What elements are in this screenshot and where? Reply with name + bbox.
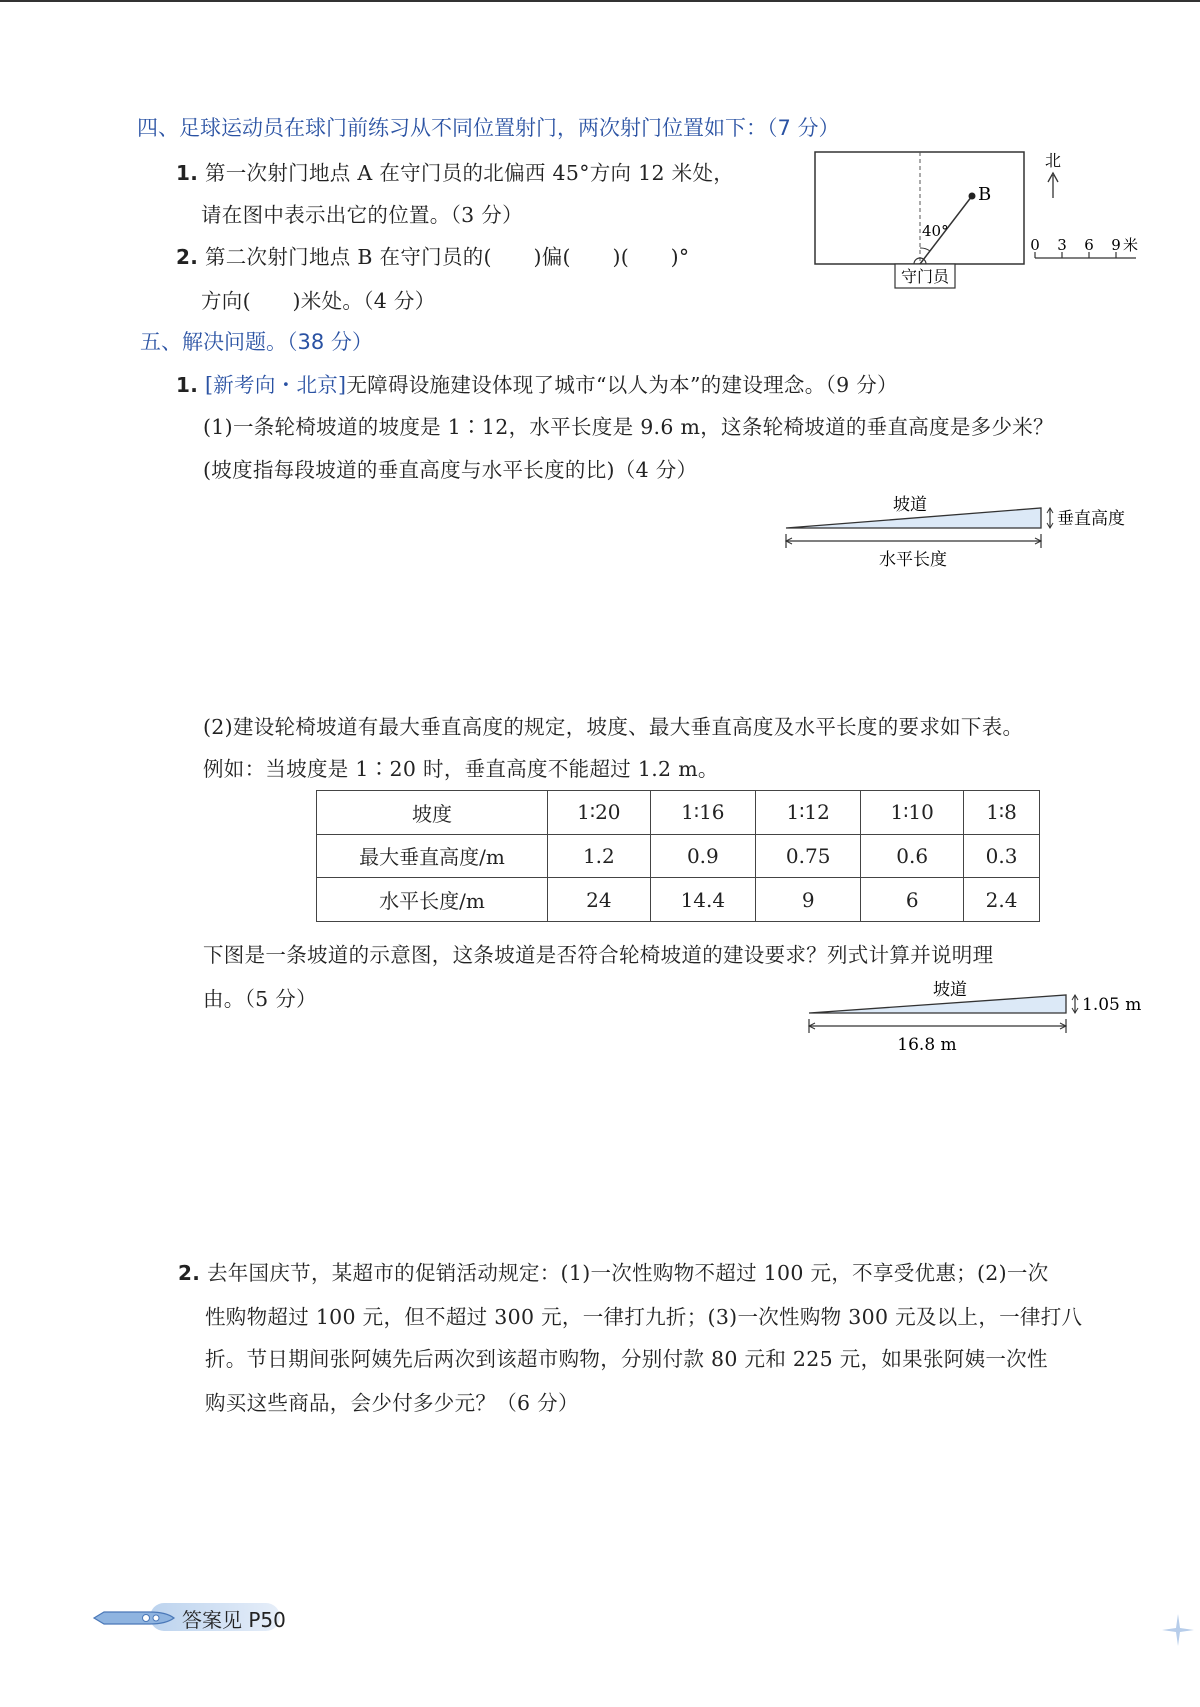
row-header: 坡度 <box>317 791 548 835</box>
ramp-slope-label: 坡道 <box>933 980 967 1000</box>
scale-tick-3: 3 <box>1057 236 1067 254</box>
table-cell: 0.75 <box>756 834 861 878</box>
question-5-1-intro <box>176 368 898 398</box>
table-cell: 2.4 <box>964 878 1040 922</box>
part-2-line2: 例如：当坡度是 1∶20 时，垂直高度不能超过 1.2 m。 <box>203 757 719 781</box>
point-b <box>969 193 976 200</box>
scale-tick-6: 6 <box>1084 236 1094 254</box>
table-cell: 14.4 <box>650 878 755 922</box>
table-cell: 1.2 <box>548 834 651 878</box>
slope-requirements-table <box>316 790 1040 922</box>
new-trend-tag: [新考向・北京] <box>204 373 347 397</box>
table-cell: 1∶8 <box>964 791 1040 835</box>
part-2-line3: 下图是一条坡道的示意图，这条坡道是否符合轮椅坡道的建设要求？列式计算并说明理 <box>203 943 994 967</box>
question-text: 去年国庆节，某超市的促销活动规定：(1)一次性购物不超过 100 元，不享受优惠；(2)一次 <box>206 1261 1049 1285</box>
question-number: 2. <box>176 245 199 269</box>
question-intro: 无障碍设施建设体现了城市“以人为本”的建设理念。（9 分） <box>346 373 898 397</box>
ramp-diagram-1 <box>780 490 1160 570</box>
goalkeeper-label: 守门员 <box>900 267 950 286</box>
top-border-line <box>0 0 1200 2</box>
question-number: 1. <box>176 161 199 185</box>
question-number: 1. <box>176 373 199 397</box>
angle-label: 40° <box>922 222 949 240</box>
sparkle-icon <box>1160 1612 1196 1648</box>
ramp-slope-label: 坡道 <box>893 495 927 515</box>
scale-tick-9: 9 <box>1111 236 1121 254</box>
section-4-score: （7 分） <box>767 116 840 140</box>
table-row <box>317 878 1040 922</box>
question-5-2-line2: 性购物超过 100 元，但不超过 300 元，一律打九折；(3)一次性购物 300 元及以上，一律打八 <box>205 1305 1083 1329</box>
ramp-length-label: 水平长度 <box>879 550 947 570</box>
table-cell: 1∶12 <box>756 791 861 835</box>
section-5-title: 五、解决问题。 <box>140 330 287 354</box>
answer-reference-footer <box>90 1600 286 1634</box>
question-5-2-line1 <box>178 1256 1049 1286</box>
section-5-heading <box>140 326 373 356</box>
point-b-label: B <box>978 184 992 205</box>
ramp-height-label: 1.05 m <box>1082 995 1142 1015</box>
question-text: 第二次射门地点 B 在守门员的( )偏( )( )° <box>204 245 690 269</box>
table-cell: 0.9 <box>650 834 755 878</box>
question-4-2-line2: 方向( )米处。（4 分） <box>201 289 436 313</box>
table-cell: 1∶20 <box>548 791 651 835</box>
question-text: 第一次射门地点 A 在守门员的北偏西 45°方向 12 米处， <box>204 161 735 185</box>
table-cell: 24 <box>548 878 651 922</box>
question-4-2-line1 <box>176 240 690 270</box>
section-4-title: 四、足球运动员在球门前练习从不同位置射门，两次射门位置如下： <box>137 116 767 140</box>
row-header: 最大垂直高度/m <box>317 834 548 878</box>
question-5-2-line3: 折。节日期间张阿姨先后两次到该超市购物，分别付款 80 元和 225 元，如果张阿姨一次性 <box>205 1347 1048 1371</box>
ramp-height-label: 垂直高度 <box>1057 509 1125 529</box>
north-label: 北 <box>1044 151 1062 170</box>
part-2-line1: (2)建设轮椅坡道有最大垂直高度的规定，坡度、最大垂直高度及水平长度的要求如下表。 <box>203 715 1024 739</box>
ramp-length-label: 16.8 m <box>897 1035 957 1055</box>
table-row <box>317 791 1040 835</box>
table-cell: 6 <box>861 878 964 922</box>
table-cell: 1∶10 <box>861 791 964 835</box>
part-2-line4: 由。（5 分） <box>203 987 317 1011</box>
question-5-2-line4: 购买这些商品，会少付多少元？（6 分） <box>205 1391 579 1415</box>
part-1-line2: (坡度指每段坡道的垂直高度与水平长度的比)（4 分） <box>203 458 698 482</box>
table-row <box>317 834 1040 878</box>
table-cell: 9 <box>756 878 861 922</box>
row-header: 水平长度/m <box>317 878 548 922</box>
question-4-1-line2: 请在图中表示出它的位置。（3 分） <box>201 203 523 227</box>
table-cell: 0.3 <box>964 834 1040 878</box>
question-number: 2. <box>178 1261 201 1285</box>
section-5-score: （38 分） <box>287 330 373 354</box>
scale-unit: 米 <box>1123 236 1139 254</box>
question-4-1-line1 <box>176 156 734 186</box>
table-cell: 1∶16 <box>650 791 755 835</box>
ramp-diagram-2 <box>800 975 1170 1055</box>
answer-reference-text: 答案见 P50 <box>182 1608 286 1632</box>
table-cell: 0.6 <box>861 834 964 878</box>
rocket-icon <box>90 1604 180 1632</box>
scale-tick-0: 0 <box>1030 236 1040 254</box>
part-1-line1: (1)一条轮椅坡道的坡度是 1∶12，水平长度是 9.6 m，这条轮椅坡道的垂直高度是多少米？ <box>203 415 1054 439</box>
section-4-heading <box>137 112 840 142</box>
goal-diagram <box>800 140 1170 300</box>
angle-arc <box>920 248 930 251</box>
